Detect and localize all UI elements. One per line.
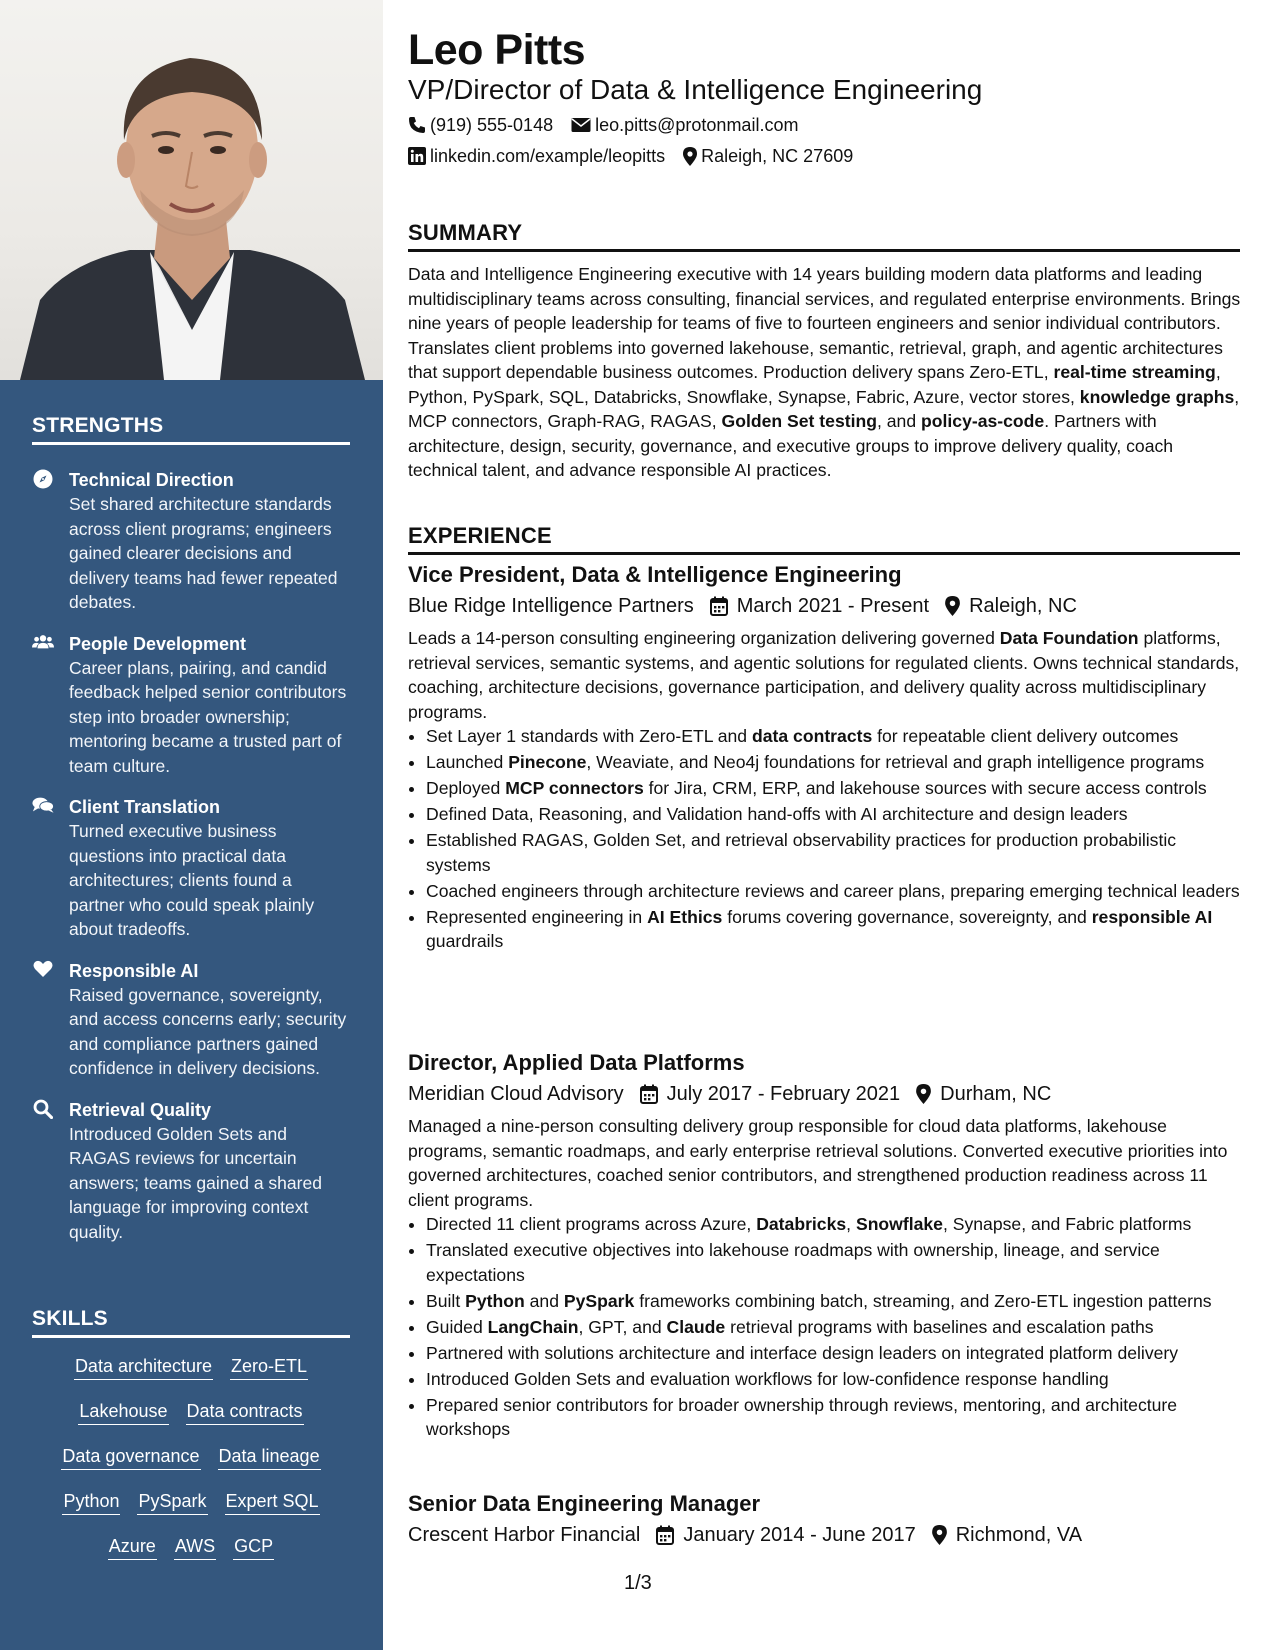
envelope-icon [571,117,591,133]
job-description [408,1114,1242,1212]
strength-item [32,1098,350,1245]
bullet-item [426,1393,1242,1442]
strength-title: Technical Direction [69,470,234,490]
emphasis-text: Golden Set testing [721,411,877,431]
job-location: Durham, NC [940,1083,1052,1105]
strength-text: Introduced Golden Sets and RAGAS reviews for uncertain answers; teams gained a shared language for improving context quality. [69,1123,322,1242]
bullet-item [426,724,1242,749]
job-title: Director, Applied Data Platforms [408,1050,745,1075]
job-entry [408,561,1242,955]
strength-title: Client Translation [69,797,221,817]
heart-icon [32,960,54,982]
bullet-item [426,1367,1242,1392]
text-run: , [846,1214,856,1234]
text-run: Guided [426,1316,488,1337]
compass-icon [32,469,54,491]
job-company: Crescent Harbor Financial [408,1524,641,1546]
skill-row [32,1399,350,1444]
map-marker-icon [932,1525,947,1545]
contact-row [408,113,816,137]
strength-text: Turned executive business questions into practical data architectures; clients found a partner who could speak plainly about tradeoffs. [69,821,315,939]
text-run: Established RAGAS, Golden Set, and retrieval observability practices for production probabilistic systems [426,830,1177,875]
skill-row [32,1489,350,1534]
job-company: Blue Ridge Intelligence Partners [408,595,694,617]
emphasis-text: MCP connectors [505,778,644,798]
skill-row [32,1444,350,1489]
comments-icon [32,796,54,818]
candidate-name: Leo Pitts [408,26,586,74]
emphasis-text: Claude [666,1316,726,1337]
job-bullets [408,724,1242,954]
text-run: and [524,1290,564,1311]
text-run: for repeatable client delivery outcomes [872,726,1179,746]
map-marker-icon [683,147,697,166]
calendar-icon [710,596,728,616]
phone-icon [408,116,426,134]
text-run: Partnered with solutions architecture and interface design leaders on integrated platform delivery [426,1342,1179,1363]
text-run: retrieval programs with baselines and escalation paths [725,1316,1154,1337]
text-run: , Synapse, and Fabric platforms [942,1214,1192,1234]
job-title: Senior Data Engineering Manager [408,1491,761,1516]
job-company: Meridian Cloud Advisory [408,1083,624,1105]
skill-tag: Zero-ETL [230,1354,308,1380]
text-run: Deployed [426,778,506,798]
job-location-wrap [916,1080,1051,1108]
experience-heading: EXPERIENCE [408,523,1240,555]
text-run: Directed 11 client programs across Azure, [426,1214,757,1234]
emphasis-text: Pinecone [508,752,587,772]
sidebar [0,0,383,1650]
skill-tag: Expert SQL [225,1489,320,1515]
bullet-item [426,905,1242,954]
text-run: , Weaviate, and Neo4j foundations for retrieval and graph intelligence programs [586,752,1205,772]
text-run: Prepared senior contributors for broader ownership through reviews, mentoring, and architecture workshops [426,1394,1178,1439]
skill-tag: PySpark [137,1489,207,1515]
job-entry [408,1490,1242,1555]
text-run: Set Layer 1 standards with Zero-ETL and [426,726,752,746]
job-dates-wrap [640,1080,900,1108]
text-run: frameworks combining batch, streaming, and Zero-ETL ingestion patterns [634,1290,1212,1311]
text-run: Managed a nine-person consulting delivery group responsible for cloud data platforms, lakehouse programs, semantic roadmaps, and early enterprise retrieval solutions. Converted executive priorities into governed architectures, coached senior contributors, and strengthened production readiness across 11 client programs. [408,1116,1228,1210]
skill-tag: Python [62,1489,120,1515]
skill-tag: Data contracts [186,1399,304,1425]
text-run: Data and Intelligence Engineering executive with 14 years building modern data platforms and leading multidisciplinary teams across consulting, financial services, and regulated enterprise environments. Brings nine years of people leadership for teams of five to fourteen engineers and senior individual contributors. Translates client problems into governed lakehouse, semantic, retrieval, graph, and agentic architectures that support dependable business outcomes. Production delivery spans Zero-ETL, [408,264,1241,382]
contact-row [408,144,871,168]
bullet-item [426,1315,1242,1340]
job-location: Richmond, VA [955,1524,1083,1546]
emphasis-text: real-time streaming [1053,362,1216,382]
skill-tag: AWS [174,1534,216,1560]
emphasis-text: AI Ethics [647,906,723,927]
phone-number: (919) 555-0148 [430,115,554,135]
emphasis-text: Databricks [756,1214,847,1234]
bullet-item [426,828,1242,877]
text-run: platforms, retrieval services, semantic systems, and agentic solutions for regulated clients. Owns technical standards, coaching, architecture decisions, governance participation, and delivery quality across multidisciplinary programs. [408,628,1240,722]
text-run: , and [876,411,922,431]
job-meta [408,1080,1242,1108]
linkedin-url[interactable]: linkedin.com/example/leopitts [430,146,666,166]
job-meta [408,592,1242,620]
text-run: , GPT, and [578,1316,667,1337]
calendar-icon [640,1084,658,1104]
phone-contact [408,113,553,137]
strength-text: Career plans, pairing, and candid feedback helped senior contributors step into broader ownership; mentoring became a trusted part of team culture. [69,657,347,776]
job-description [408,626,1242,724]
text-run: Coached engineers through architecture reviews and career plans, preparing emerging technical leaders [426,880,1240,901]
bullet-item [426,1341,1242,1366]
strength-text: Raised governance, sovereignty, and access concerns early; security and compliance partners gained confidence in delivery decisions. [69,984,347,1078]
strengths-list [32,468,350,1261]
job-location-wrap [932,1521,1082,1549]
emphasis-text: Snowflake [855,1214,943,1234]
emphasis-text: policy-as-code [921,411,1045,431]
bullet-item [426,750,1242,775]
linkedin-contact[interactable] [408,144,665,168]
strengths-heading: STRENGTHS [32,414,350,445]
calendar-icon [656,1525,674,1545]
job-location: Raleigh, NC [969,595,1077,617]
bullet-item [426,776,1242,801]
text-run: Built [426,1290,466,1311]
summary-text [408,262,1242,483]
strength-item [32,468,350,615]
skill-tag: Lakehouse [78,1399,168,1425]
summary-heading: SUMMARY [408,220,1240,252]
job-dates-wrap [656,1521,915,1549]
text-run: , MCP connectors, Graph-RAG, RAGAS, [408,386,1240,431]
emphasis-text: data contracts [751,726,873,746]
strength-text: Set shared architecture standards across client programs; engineers gained clearer decisions and delivery teams had fewer repeated debates. [69,494,338,612]
job-entry [408,1049,1242,1443]
candidate-title: VP/Director of Data & Intelligence Engineering [408,74,983,105]
linkedin-icon [408,147,426,165]
text-run: . Partners with architecture, design, security, governance, and executive groups to improve delivery quality, coach technical talent, and advance responsible AI practices. [408,411,1174,480]
emphasis-text: knowledge graphs [1079,386,1235,407]
text-run: Defined Data, Reasoning, and Validation hand-offs with AI architecture and design leaders [426,804,1128,824]
location-text: Raleigh, NC 27609 [701,146,854,166]
strength-title: People Development [69,633,247,654]
email-address[interactable]: leo.pitts@protonmail.com [595,115,799,135]
skill-tag: Azure [108,1534,157,1560]
text-run: guardrails [426,931,504,951]
profile-photo [0,0,383,380]
strength-item [32,795,350,942]
emphasis-text: Python [465,1290,525,1311]
job-dates-wrap [710,592,929,620]
emphasis-text: Data Foundation [999,628,1139,648]
bullet-item [426,879,1242,904]
skill-row [32,1354,350,1399]
strength-item [32,632,350,779]
text-run: Launched [426,752,509,772]
email-contact[interactable] [571,113,798,137]
page-number: 1/3 [624,1572,652,1594]
job-dates: January 2014 - June 2017 [683,1524,916,1546]
map-marker-icon [945,596,960,616]
text-run: Translated executive objectives into lakehouse roadmaps with ownership, lineage, and service expectations [426,1240,1160,1285]
strength-title: Retrieval Quality [69,1099,212,1120]
job-title: Vice President, Data & Intelligence Engineering [408,562,902,587]
strength-title: Responsible AI [69,960,199,981]
strength-item [32,959,350,1081]
skill-tag: GCP [233,1534,274,1560]
text-run: Introduced Golden Sets and evaluation workflows for low-confidence response handling [426,1368,1109,1389]
bullet-item [426,1212,1242,1237]
map-marker-icon [916,1084,931,1104]
bullet-item [426,1238,1242,1287]
skill-tag: Data lineage [218,1444,321,1470]
job-bullets [408,1212,1242,1442]
job-meta [408,1521,1242,1549]
users-icon [32,633,54,655]
text-run: forums covering governance, sovereignty, and [722,906,1092,927]
job-location-wrap [945,592,1077,620]
bullet-item [426,1289,1242,1314]
skill-tag: Data governance [61,1444,200,1470]
emphasis-text: PySpark [563,1290,635,1311]
text-run: , Python, PySpark, SQL, Databricks, Snowflake, Synapse, Fabric, Azure, vector stores, [408,362,1221,407]
skill-row [32,1534,350,1579]
text-run: Leads a 14-person consulting engineering organization delivering governed [408,628,1000,648]
text-run: Represented engineering in [426,906,648,927]
text-run: for Jira, CRM, ERP, and lakehouse sources with secure access controls [643,778,1207,798]
location-contact [683,144,853,168]
emphasis-text: responsible AI [1091,906,1213,927]
emphasis-text: LangChain [487,1316,579,1337]
bullet-item [426,802,1242,827]
skill-tag: Data architecture [74,1354,213,1380]
search-icon [32,1099,54,1121]
skills-heading: SKILLS [32,1307,350,1338]
job-dates: July 2017 - February 2021 [666,1083,901,1105]
job-dates: March 2021 - Present [736,595,930,617]
skills-list [32,1354,350,1579]
